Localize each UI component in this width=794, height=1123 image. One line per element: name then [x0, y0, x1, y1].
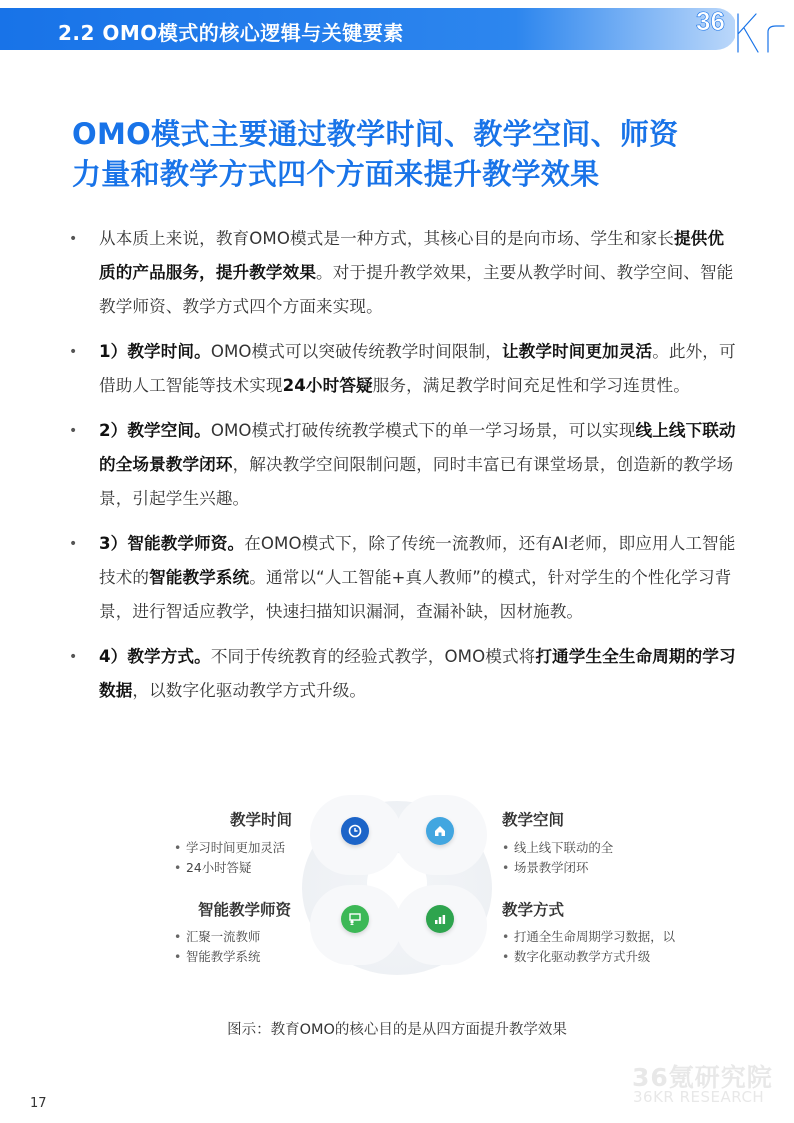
headline-line-2: 力量和教学方式四个方面来提升教学效果	[72, 157, 600, 191]
bullet-emphasis: 智能教学系统	[149, 568, 250, 587]
headline-line-1: OMO模式主要通过教学时间、教学空间、师资	[72, 117, 679, 151]
diagram-list-item: • 汇聚一流教师	[174, 927, 260, 947]
bullet-emphasis: 打通学生全生命周期的学习数据	[99, 647, 736, 700]
bullet-emphasis: 提供优质的产品服务，提升教学效果	[99, 229, 725, 282]
bullet-dot: •	[69, 344, 78, 360]
bullet-item	[66, 335, 736, 403]
bullet-text: OMO模式可以突破传统教学时间限制，	[210, 342, 502, 361]
watermark-cn: 36氪研究院	[632, 1063, 773, 1092]
bullet-item	[66, 640, 736, 708]
bullet-dot: •	[69, 536, 78, 552]
omo-diagram	[170, 795, 710, 985]
page-number: 17	[30, 1096, 47, 1111]
bullet-text: 在OMO模式下，除了传统一流教师，还有AI老师，即应用人工智能技术的	[99, 534, 736, 587]
home-icon	[426, 817, 454, 845]
figure-caption: 图示：教育OMO的核心目的是从四方面提升教学效果	[227, 1022, 567, 1038]
node-method	[395, 885, 487, 965]
bullet-list	[66, 222, 736, 719]
bullet-emphasis: 2）教学空间。	[99, 421, 211, 440]
bullet-text: 。通常以“人工智能+真人教师”的模式，针对学生的个性化学习背景，进行智适应教学，快速扫描知识漏洞，查漏补缺，因材施教。	[99, 568, 732, 621]
bullet-item	[66, 414, 736, 516]
bullet-text: 服务，满足教学时间充足性和学习连贯性。	[372, 376, 690, 395]
page-headline	[72, 114, 752, 194]
label-teacher-title: 智能教学师资	[198, 901, 292, 919]
bullet-emphasis: 3）智能教学师资。	[99, 534, 245, 553]
bullet-text: 从本质上来说，教育OMO模式是一种方式，其核心目的是向市场、学生和家长	[99, 229, 674, 248]
chart-icon	[426, 905, 454, 933]
svg-text:36: 36	[696, 6, 725, 36]
label-method-list	[502, 927, 675, 967]
36kr-logo	[694, 0, 794, 56]
bullet-emphasis: 让教学时间更加灵活	[501, 342, 653, 361]
node-space	[395, 795, 487, 875]
diagram-list-item: • 线上线下联动的全	[502, 838, 613, 858]
bullet-text: OMO模式打破传统教学模式下的单一学习场景，可以实现	[210, 421, 636, 440]
bullet-emphasis: 1）教学时间。	[99, 342, 211, 361]
label-time-list	[174, 838, 285, 878]
teacher-icon	[341, 905, 369, 933]
bullet-text: 。此外，可借助人工智能等技术实现	[99, 342, 736, 395]
bullet-dot: •	[69, 423, 78, 439]
label-space-title: 教学空间	[502, 811, 565, 829]
bullet-text: ，以数字化驱动教学方式升级。	[132, 681, 367, 700]
node-time	[310, 795, 402, 875]
label-space-list	[502, 838, 613, 878]
bullet-dot: •	[69, 649, 78, 665]
bullet-item	[66, 222, 736, 324]
label-teacher-list	[174, 927, 260, 967]
watermark-en: 36KR RESEARCH	[633, 1088, 765, 1106]
bullet-emphasis: 24小时答疑	[282, 376, 373, 395]
node-teacher	[310, 885, 402, 965]
clock-icon	[341, 817, 369, 845]
diagram-list-item: • 场景教学闭环	[502, 858, 613, 878]
bullet-text: 不同于传统教育的经验式教学，OMO模式将	[210, 647, 536, 666]
section-title: 2.2 OMO模式的核心逻辑与关键要素	[58, 21, 404, 45]
bullet-text: 。对于提升教学效果，主要从教学时间、教学空间、智能教学师资、教学方式四个方面来实现。	[99, 263, 734, 316]
diagram-list-item: • 数字化驱动教学方式升级	[502, 947, 675, 967]
diagram-list-item: • 智能教学系统	[174, 947, 260, 967]
bullet-item	[66, 527, 736, 629]
bullet-emphasis: 4）教学方式。	[99, 647, 211, 666]
diagram-list-item: • 学习时间更加灵活	[174, 838, 285, 858]
page-header	[0, 0, 794, 56]
diagram-list-item: • 24小时答疑	[174, 858, 285, 878]
diagram-list-item: • 打通全生命周期学习数据，以	[502, 927, 675, 947]
label-method-title: 教学方式	[502, 901, 565, 919]
bullet-emphasis: 线上线下联动的全场景教学闭环	[99, 421, 736, 474]
label-time-title: 教学时间	[230, 811, 293, 829]
bullet-text: ，解决教学空间限制问题，同时丰富已有课堂场景，创造新的教学场景，引起学生兴趣。	[99, 455, 734, 508]
bullet-dot: •	[69, 231, 78, 247]
